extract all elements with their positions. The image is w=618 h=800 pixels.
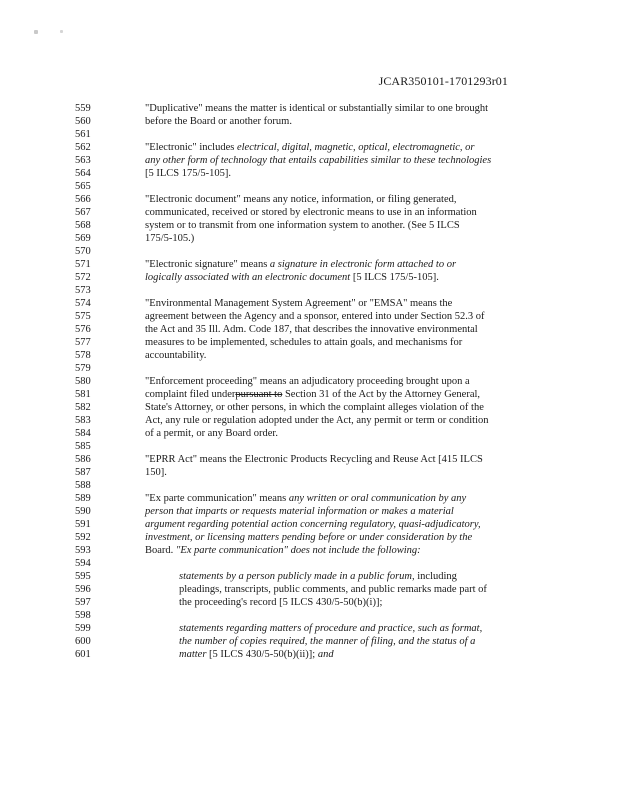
line-number: 584 xyxy=(75,428,91,439)
line-number: 568 xyxy=(75,220,91,231)
text-line: investment, or licensing matters pending before or under consideration by the xyxy=(145,532,473,543)
text-line: "Electronic" includes electrical, digital, magnetic, optical, electromagnetic, or xyxy=(145,142,475,153)
text-line: Board. "Ex parte communication" does not include the following: xyxy=(145,545,421,556)
text-line: Act, any rule or regulation adopted under the Act, any permit or term or condition xyxy=(145,415,489,426)
line-number: 582 xyxy=(75,402,91,413)
line-number: 567 xyxy=(75,207,91,218)
text-line xyxy=(145,505,545,518)
text-line: [5 ILCS 175/5-105]. xyxy=(145,168,232,179)
line-number: 585 xyxy=(75,441,91,452)
line-number: 565 xyxy=(75,181,91,192)
line-number: 590 xyxy=(75,506,91,517)
text-line: the proceeding's record [5 ILCS 430/5-50(b)(i)]; xyxy=(179,597,383,608)
line-number: 596 xyxy=(75,584,91,595)
line-number: 561 xyxy=(75,129,91,140)
text-line: "Ex parte communication" means any written or oral communication by any xyxy=(145,493,467,504)
line-number: 600 xyxy=(75,636,91,647)
line-number: 601 xyxy=(75,649,91,660)
line-number: 583 xyxy=(75,415,91,426)
line-number: 559 xyxy=(75,103,91,114)
line-number: 580 xyxy=(75,376,91,387)
line-number: 589 xyxy=(75,493,91,504)
line-number: 571 xyxy=(75,259,91,270)
line-number: 572 xyxy=(75,272,91,283)
text-line: of a permit, or any Board order. xyxy=(145,428,278,439)
line-number: 566 xyxy=(75,194,91,205)
text-line: 175/5-105.) xyxy=(145,233,195,244)
text-line: logically associated with an electronic document [5 ILCS 175/5-105]. xyxy=(145,272,439,283)
line-number: 588 xyxy=(75,480,91,491)
scan-speck xyxy=(60,30,63,33)
line-number: 562 xyxy=(75,142,91,153)
text-line: argument regarding potential action concerning regulatory, quasi-adjudicatory, xyxy=(145,519,481,530)
line-number: 574 xyxy=(75,298,91,309)
line-number: 593 xyxy=(75,545,91,556)
document-code-header: JCAR350101-1701293r01 xyxy=(378,74,508,88)
text-line: accountability. xyxy=(145,350,207,361)
line-number: 570 xyxy=(75,246,91,257)
line-number: 564 xyxy=(75,168,91,179)
text-line: statements by a person publicly made in a public forum, including xyxy=(179,571,457,582)
text-line: measures to be implemented, schedules to attain goals, and mechanisms for xyxy=(145,337,463,348)
line-number: 563 xyxy=(75,155,91,166)
text-line: complaint filed underpursuant to Section 31 of the Act by the Attorney General, xyxy=(145,389,481,400)
text-line: system or to transmit from one information system to another. (See 5 ILCS xyxy=(145,220,460,231)
text-line: State's Attorney, or other persons, in which the complaint alleges violation of the xyxy=(145,402,484,413)
text-line xyxy=(179,635,579,648)
text-line: matter [5 ILCS 430/5-50(b)(ii)]; and xyxy=(179,649,334,660)
line-number: 591 xyxy=(75,519,91,530)
struck-text: pursuant to xyxy=(235,389,283,400)
line-number: 569 xyxy=(75,233,91,244)
text-line: 150]. xyxy=(145,467,167,478)
line-number: 576 xyxy=(75,324,91,335)
text-line: "Electronic document" means any notice, information, or filing generated, xyxy=(145,194,457,205)
text-line: agreement between the Agency and a sponsor, entered into under Section 52.3 of xyxy=(145,311,485,322)
text-line: "Environmental Management System Agreement" or "EMSA" means the xyxy=(145,298,453,309)
line-number: 598 xyxy=(75,610,91,621)
text-line: "Electronic signature" means a signature in electronic form attached to or xyxy=(145,259,457,270)
line-number: 577 xyxy=(75,337,91,348)
text-line: statements regarding matters of procedure and practice, such as format, xyxy=(179,623,483,634)
line-number: 575 xyxy=(75,311,91,322)
line-number: 586 xyxy=(75,454,91,465)
text-line: "EPRR Act" means the Electronic Products Recycling and Reuse Act [415 ILCS xyxy=(145,454,483,465)
text-line: the Act and 35 Ill. Adm. Code 187, that describes the innovative environmental xyxy=(145,324,478,335)
line-number: 581 xyxy=(75,389,91,400)
text-line: pleadings, transcripts, public comments, and public remarks made part of xyxy=(179,584,487,595)
line-number: 573 xyxy=(75,285,91,296)
line-number: 597 xyxy=(75,597,91,608)
text-line xyxy=(145,518,545,531)
scan-speck xyxy=(34,30,38,34)
line-number: 595 xyxy=(75,571,91,582)
text-line: the number of copies required, the manner of filing, and the status of a xyxy=(179,636,476,647)
line-number: 579 xyxy=(75,363,91,374)
line-number: 594 xyxy=(75,558,91,569)
text-line: communicated, received or stored by electronic means to use in an information xyxy=(145,207,477,218)
line-number: 560 xyxy=(75,116,91,127)
text-line xyxy=(145,154,545,167)
text-line: "Enforcement proceeding" means an adjudicatory proceeding brought upon a xyxy=(145,376,470,387)
text-line xyxy=(179,622,579,635)
text-line: any other form of technology that entails capabilities similar to these technologies xyxy=(145,155,492,166)
line-number: 587 xyxy=(75,467,91,478)
line-number: 592 xyxy=(75,532,91,543)
line-number: 599 xyxy=(75,623,91,634)
text-line: before the Board or another forum. xyxy=(145,116,292,127)
text-line: person that imparts or requests material information or makes a material xyxy=(145,506,454,517)
line-number: 578 xyxy=(75,350,91,361)
text-line: "Duplicative" means the matter is identical or substantially similar to one brought xyxy=(145,103,489,114)
